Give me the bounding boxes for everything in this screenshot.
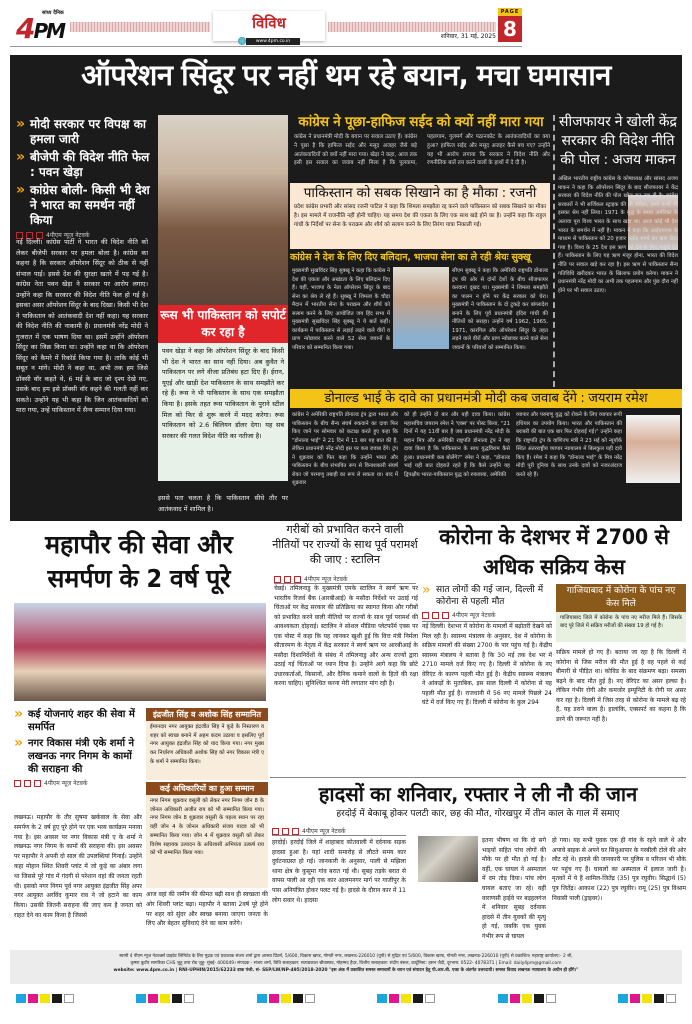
- cmyk-mark: [618, 992, 676, 1004]
- accident-rule: [270, 777, 686, 778]
- accident-body-1: हरदोई। हरदोई जिले में शाहाबाद कोतवाली में दर्दनाक सड़क हादसा हुआ है। यहां शादी समारोह से लौटते समय कार दुर्घटनाग्रस्त हो गई। जानकारी के अनुसार, पाली से मझिला थाना क्षेत्र के कुसुमा गांव बरात गई थी। सुबह तड़के बरात से वापस पाली आ रही एक कार आलमनगर मार्ग पर गाजीपुर के पास अनियंत्रित होकर पलट गई है। हादसे के दौरान कार में 11 लोग सवार थे। हादसा: [272, 839, 406, 904]
- mayor-byline: 4पीएम न्यूज़ नेटवर्क: [14, 779, 142, 787]
- rajni-headline: पाकिस्तान को सबक सिखाने का है मौका : रजनी: [303, 185, 537, 201]
- issue-date: शनिवार, 31 मई, 2025: [440, 33, 496, 40]
- rajni-body: प्रदेश कांग्रेस प्रभारी और सांसद रजनी पाटिल ने कहा कि शिमला समझौता रद्द करने वाले पाकिस्तान को सबक सिखाने का मौका है। इस मामले में राजनीति नहीं होनी चाहिए। यह समय देश की एकता के लिए एक साथ खड़े होने का है। उन्होंने कहा कि राहुल गांधी के निर्देशों पर सेना के पराक्रम और शौर्य को सलाम करने के लिए तिरंगा यात्रा निकाली गई।: [294, 204, 546, 228]
- masthead: [10, 8, 682, 48]
- ghaziabad-body: गाजियाबाद जिले में कोरोना के पांच नए मरीज मिले हैं। जिसके बाद पूरे जिले में सक्रिय मरीजों की संख्या 19 हो गई है।: [560, 615, 682, 630]
- cmyk-mark: [498, 992, 556, 1004]
- mayor-body: लखनऊ। महापौर के तौर सुषमा खर्कवाल के सेवा और समर्पण के 2 वर्ष हुए पूरे होने पर एक भव्य कार्यक्रम मनाया गया है। इस अवसर पर नगर विकास मंत्री ए के शर्मा ने लखनऊ नगर निगम के कामों की सराहना की। इस अवसर पर महापौर ने अपनी दो साल की उपलब्धियां गिनाईं। उन्होंने कहा मोहान स्थित शिवरी प्लांट में जो कूड़े का अंबार लगा था जिससे पूरे गांव में गंदगी से परेशान वहां की जनता रहती थी। इसको नगर निगम पूर्व नगर आयुक्त इंद्रजीत सिंह अपर नगर आयुक्त अरविंद कुमार राव ने जो हटाने का काम किया। उसकी जितनी सराहना की जाए कम है जनता को राहत देने का काम किया है जिससे: [14, 814, 142, 919]
- stalin-body: चेन्नई। तमिलनाडु के मुख्यमंत्री एमके स्टालिन ने स्वर्ण ऋण पर भारतीय रिजर्व बैंक (आरबीआई) के मसौदा निर्देशों पर उठाई गई चिंताओं पर केंद्र सरकार की प्रतिक्रिया का स्वागत किया और गरीबों को प्रभावित करने वाली नीतियों पर राज्यों के साथ पूर्व परामर्श की आवश्यकता दोहराई। स्टालिन ने सोशल मीडिया प्लेटफॉर्म एक्स पर एक पोस्ट में कहा कि यह जानकर खुशी हुई कि वित्त मंत्री निर्मला सीतारमण के नेतृत्व में केंद्र सरकार ने स्वर्ण ऋण पर आरबीआई के मसौदा दिशानिर्देशों के संबंध में तमिलनाडु और अन्य राज्यों द्वारा उठाई गई चिंताओं पर ध्यान दिया है। उन्होंने आगे कहा कि छोटे उधारकर्ताओं, किसानों, और दैनिक कमाने वालों के हितों की रक्षा करना चाहिए। सुनिश्चित करना मेरी लगातार मांग रही है।: [274, 585, 418, 687]
- mayor-headline: महापौर की सेवा और समर्पण के 2 वर्ष पूरे: [45, 530, 233, 593]
- section-title: विविध: [252, 14, 286, 32]
- top-story-body: नई दिल्ली। कांग्रेस पार्टी ने भारत की विदेश नीति को लेकर बीजेपी सरकार पर हमला बोला है। कांग्रेस का कहना है कि सरकार ऑपरेशन सिंदूर को ठीक से नहीं संभाल पाई। इससे देश की सुरक्षा खतरे में पड़ गई है। कांग्रेस नेता पवन खेड़ा ने सरकार पर आरोप लगाए। उन्होंने कहा कि सरकार की विदेश नीति फेल हो गई है। इसका असर ऑपरेशन सिंदूर के बाद दिखा। किसी भी देश ने पाकिस्तान को आतंकवादी देश नहीं कहा। यह सरकार की विदेश नीति की नाकामी है। प्रधानमंत्री नरेंद्र मोदी ने गुजरात में एक भाषण दिया था। इसमें उन्होंने ऑपरेशन सिंदूर का जिक्र किया था। उन्होंने कहा था कि ऑपरेशन सिंदूर को कैमरे में रिकॉर्ड किया गया है। ताकि कोई भी सबूत न मांगे। मोदी ने कहा था, अभी तक हम जिसे प्रॉक्सी वॉर कहते थे, 6 मई के बाद जो दृश्य देखे गए, उसके बाद हम इसे प्रॉक्सी वॉर कहने की गलती नहीं कर सकते। उन्होंने यह भी कहा कि जिन आतंकवादियों को मारा गया, उन्हें पाकिस्तान में सैन्य सम्मान दिया गया।: [16, 238, 148, 414]
- corona-body-1: नई दिल्ली। देशभर में कोरोना के मामलों में बढ़ोतरी देखने को मिल रही है। स्वास्थ्य मंत्रालय के अनुसार, देश में कोरोना के सक्रिय मामलों की संख्या 2700 के पार पहुंच गई है। केंद्रीय स्वास्थ्य मंत्रालय ने बताया है कि 30 मई तक देश भर में 2710 मामले दर्ज किए गए है। दिल्ली में कोरोना के नए वेरिएंट के कारण पहली मौत हुई है। केंद्रीय स्वास्थ्य मंत्रालय ने आंकड़ों के मुताबिक, इस साल दिल्ली में कोरोना से यह पहली मौत हुई है। राजधानी में 56 नए मामले पिछले 24 घंटे में दर्ज किए गए हैं। दिल्ली में कोरोना के कुल 294: [422, 623, 552, 706]
- maken-headline: सीजफायर ने खोली केंद्र सरकार की विदेश नीति की पोल : अजय माकन: [559, 114, 677, 168]
- website-link[interactable]: www.4pm.co.in: [255, 39, 291, 44]
- stalin-headline: गरीबों को प्रभावित करने वाली नीतियों पर राज्यों के साथ पूर्व परामर्श की जाए : स्टालिन: [272, 523, 418, 566]
- imprint-line-2: कृष्णा कुटीर सागरिका CHS जुहू तारा रोड जुहू- मुंबई- 400049। संपादक - संजय शर्मा, विधि सलाहकार: सत्यप्रकाश श्रीवास्तव, मोहम्मद हैदर, वित्तीय सलाहकार: संदीप बंसल, कार्टूनिस्ट: हसन जैदी, दूरभाष: 0522- 4078371 | Email: daily4pm@gmail.com: [130, 961, 562, 966]
- byline: 4पीएम न्यूज़ नेटवर्क: [16, 231, 154, 239]
- corona-bullet: » सात लोगों की गई जान, दिल्ली में कोरोना से पहली मौत: [422, 584, 552, 608]
- top-story-headline: ऑपरेशन सिंदूर पर नहीं थम रहे बयान, मचा घमासान: [81, 58, 611, 92]
- honour-box-2-body: नगर निगम शुक्रवार वसूली को लेकर नगर निगम जोन 8 के जोनल अधिकारी अजीत राय को भी सम्मानित किया गया। नगर निगम जोन 8 शुक्रवार वसूली के पहला स्थान पर रहा वहीं जोन 4 के जोनल अधिकारी संजय यादव को भी सम्मानित किया गया। जोन 4 में शुक्रवार वसूली को लेकर विशेष सहायक उत्पादन के अधिशासी अभियंता उत्कर्ष राय को भी सम्मानित किया गया।: [150, 798, 264, 857]
- sukhu-body-2: सीएम सुक्खू ने कहा कि अमेरिकी राष्ट्रपति डोनाल्ड ट्रंप की ओर से दोनों देशों के बीच सीजफायर करवाना दुखद था। मुख्यमंत्री ने शिमला समझौते का पालन न होने पर केंद्र सरकार को घेरा। मुख्यमंत्री ने पाकिस्तान के दो टुकड़े कर बांग्लादेश बनाने के लिए पूर्व प्रधानमंत्री इंदिरा गांधी की नीतियों को सराहा। उन्होंने वर्ष 1962, 1965, 1971, कारगिल और ऑपरेशन सिंदूर के तहत लड़ने वाले वीरों और प्राण न्योछावर करने वाले सेना जवानों के परिवारों को सम्मानित किया।: [452, 268, 548, 351]
- mayor-bullet-1: » कई योजनाएं शहर की सेवा में समर्पित: [14, 708, 142, 734]
- mayor-bullets: [14, 708, 142, 790]
- corona-body-2: सक्रिय मामले हो गए हैं। बताया जा रहा है कि दिल्ली में कोरोना से जिस मरीज की मौत हुई है वह पहले से कई बीमारी से पीड़ित था। कोविड के बाद संक्रमण बढ़ा। समस्या बढ़ने के बाद मौत हुई है। नए वेरिएंट का असर हल्का है। लेकिन गंभीर रोगी और कमजोर इम्यूनिटी के रोगी पर असर कर रहा है। दिल्ली में जिस तरह से कोरोना के मामले बढ़ रहे हैं, यह डराने वाला है। हालांकि, एक्सपर्ट का कहना है कि डरने की जरूरत नहीं है।: [556, 649, 686, 723]
- page-number: 8: [498, 16, 522, 42]
- top-story-section: [10, 55, 682, 521]
- globe-icon: [238, 37, 246, 45]
- accident-headline: हादसों का शनिवार, रफ्तार ने ली नौ की जान: [318, 782, 638, 806]
- top-story-bullets: [16, 117, 154, 242]
- hafiz-body: कांग्रेस ने प्रधानमंत्री मोदी के बयान पर सवाल उठाए हैं। कांग्रेस ने पूछा है कि हाफिज सईद और मसूद अजहर जैसे बड़े आतंकवादियों को क्यों नहीं मारा गया। खेड़ा ने कहा, आज तक इसी इस सवाल का जवाब नहीं मिला है कि पुलवामा, पहलगाम, गुलमर्ग और पठानकोट के आतंकवादियों का क्या हुआ? हाफिज सईद और मसूद अजहर कैसे बच गए? उन्होंने यह भी आरोप लगाया कि सरकार ने विदेश नीति और रणनीतिक बातें तय करने वालों के हाथों में दे दी है।: [294, 134, 550, 167]
- ghaziabad-title: गाजियाबाद में कोरोना के पांच नए केस मिले: [556, 584, 686, 612]
- imprint-line-3: website: www.4pm.co.in | RNI-UPHIN/2015/62233 डाक पंजी. सं- SSP/LW/NP-495/2018-2020 "इस अंक में प्रकाशित समस्त समाचारों के चयन एवं संपादन हेतु पी.आर.बी. एक्ट के अंतर्गत उत्तरदायी। समस्त विवाद लखनऊ न्यायालय के अधीन ही होंगे।": [113, 968, 579, 973]
- masthead-stripe-left: [70, 22, 210, 32]
- maken-body: अखिल भारतीय राष्ट्रीय कांग्रेस के कोषाध्यक्ष और सांसद अजय माकन ने कहा कि ऑपरेशन सिंदूर के बाद सीजफायर ने केंद्र सरकार की विदेश नीति की पोल खोल कर रख दी है। कांग्रेस सरकारों ने भी सर्जिकल स्ट्राइक की थी लेकिन, हमने कभी भी इसका श्रेय नहीं लिया। 1971 के युद्ध के समय अमेरिका के अलावा पूरा विश्व भारत के साथ खड़ा था। आज कोई भी देश भारत के समर्थन में नहीं है। माकन ने कहा कि आईएमएफ के माध्यम से पाकिस्तान को 20 हजार करोड़ रुपये का ऋण दिया गया है। विश्व के 25 देश इस ऋण को देने के लिए मंजूरी देते हैं। पाकिस्तान के लिए यह ऋण मंजूर होना, भारत की विदेश नीति पर सवाल खड़े कर रहा है। इस ऋण से पाकिस्तान सैन्य गतिविधि खरीदकर भारत के खिलाफ प्रयोग करेगा। माकन ने प्रधानमंत्री नरेंद्र मोदी का अभी तक पहलगाम और पुंछ दौरा नहीं होने पर भी सवाल उठाए।: [558, 176, 678, 294]
- imprint-line-1: स्वामी 4 पीएम न्यूज नेटवर्क्स प्राइवेट लिमिटेड के लिए मुद्रक एवं प्रकाशक संजय शर्मा द्वारा आस्था प्रिंटर्स, 5/600, विकास खण्ड, गोमती नगर, लखनऊ-226010 (यूपी) से मुद्रित एवं 5/600, विकास खण्ड, गोमती नगर, लखनऊ-226010 (यूपी) से प्रकाशित। महाराष्ट्र कार्यालय:- 2 सी,: [119, 954, 573, 959]
- corona-headline: कोरोना के देशभर में 2700 से अधिक सक्रिय केस: [439, 525, 669, 579]
- accident-body-3: हो गया। यह सभी युवक एक ही गांव के रहने वाले थे और अपाचे बाइक से अपने घर सिधुआपार के गरबीली टोले की ओर लौट रहे थे। हादसे की जानकारी पर पुलिस व परिजन भी मौके पर पहुंच गए हैं। घायलों का अस्पताल में इलाज जारी है। मृतकों में ये हैं शामिल-जितेंद्र (35) पुत्र रघुवीर। सिद्धार्थ (5) पुत्र जितेंद्र। आकाश (22) पुत्र रघुवीर। रामू (25) पुत्र विश्राम निवासी पाली (ड्राइवर)।: [552, 837, 686, 902]
- bullet-1: » मोदी सरकार पर विपक्ष का हमला जारी: [16, 117, 154, 147]
- accident-subhead: हरदोई में बेकाबू होकर पलटी कार, छह की मौत, गोरखपुर में तीन काल के गाल में समाए: [336, 809, 620, 819]
- jairam-photo: [626, 415, 680, 483]
- honour-box-1-body: ईमानदार नगर आयुक्त इंद्रजीत सिंह ने कूड़े के निस्तारण व शहर को स्वच्छ बनाने में अहम कदम उठाया व इसलिए पूर्व नगर आयुक्त इंद्रजीत सिंह को याद किया गया। नगर मुख्य कर निर्धारण अधिकारी अशोक सिंह को नगर विकास मंत्री ए के शर्मा ने सम्मानित किया।: [150, 724, 264, 765]
- bullet-2: » बीजेपी की विदेश नीति फेल : पवन खेड़ा: [16, 150, 154, 180]
- jairam-body-2: को ही उन्होंने दो बार और यही दावा किया। कांग्रेस महासचिव जयराम रमेश ने 'एक्स' पर पोस्ट किया, "21 दिनों में यह 11वीं बार है जब प्रधानमंत्री नरेंद्र मोदी के महान मित्र और अमेरिकी राष्ट्रपति डोनाल्ड ट्रंप ने यह दावा किया है कि पाकिस्तान के साथ युद्धविराम कैसे हुआ। प्रधानमंत्री कब बोलेंगे?" रमेश ने कहा, "डोनाल्ड भाई यही बात दोहराते रहते हैं कि कैसे उन्होंने यह द्विपक्षीय भारत-पाकिस्तान युद्ध को रुकवाया, अमेरिकी: [404, 412, 510, 478]
- accident-body-2: इतना भीषण था कि दो सगे भाइयों सहित पांच लोगों की मौके पर ही मौत हो गई है। वहीं, एक घायल ने अस्पताल में दम तोड़ दिया। पांच लोग घायल बताए जा रहे। वहीं वाराणसी हाईवे पर बड़हलगंज में शनिवार सुबह दर्दनाक हादसे में तीन युवकों की मृत्यु हो गई, जबकि एक युवक गंभीर रूप से घायल: [482, 837, 546, 940]
- jairam-body-3: व्यापार और परमाणु युद्ध को रोकने के लिए व्यापार रूपी हथियार का उपयोग किया। भारत और पाकिस्तान की बराबरी की बात एक बार फिर दोहराई गई।" उन्होंने कहा कि राष्ट्रपति ट्रंप के वाणिज्य मंत्री ने 23 मई को न्यूयॉर्क स्थित अंतरराष्ट्रीय व्यापार न्यायालय में बिलकुल यही दावे किए हैं। रमेश ने कहा कि "डोनाल्ड भाई" के मित्र नरेंद्र मोदी पूरी दुनिया के साथ उनके दावों को नजरअंदाज करते रहे हैं।: [516, 412, 622, 478]
- honour-after: आज वहां की जमीन की कीमत बढ़ी साथ ही स्वच्छता की ओर शिवरी प्लांट बढ़ा। महापौर ने बताया 2वर्ष पूरे होने पर शहर को सुंदर और स्वच्छ बनाया जाएगा जनता के लिए और बेहतर सुविधाएं देने का काम करेंगे।: [146, 891, 268, 928]
- mayor-bullet-2: » नगर विकास मंत्री एके शर्मा ने लखनऊ नगर निगम के कामों की सराहना की: [14, 737, 142, 776]
- imprint: [10, 950, 682, 984]
- section-box: [213, 11, 325, 41]
- red-callout: [158, 305, 288, 343]
- stalin-byline: 4पीएम न्यूज़ नेटवर्क: [274, 575, 416, 584]
- sukhu-body-1: मुख्यमंत्री सुखविंदर सिंह सुक्खू ने कहा कि कांग्रेस ने देश की एकता और अखंडता के लिए बलिदान दिए हैं। वहीं, भाजपा के नेता ऑपरेशन सिंदूर के बाद सेना का श्रेय ले रहे हैं। सुक्खू ने शिमला के चौड़ा मैदान में भारतीय सेना के पराक्रम और शौर्य को सलाम करने के लिए आयोजित जय हिंद सभा में मुख्यमंत्री सुखविंदर सिंह सुक्खू ने ये बातें कहीं। कार्यक्रम में पाकिस्तान से लड़ाई लड़ने वाले वीरों व प्राण न्योछावर करने वाले 52 सेना जवानों के परिवार को सम्मानित किया गया।: [292, 268, 390, 351]
- corona-byline: 4पीएम न्यूज़ नेटवर्क: [422, 611, 552, 622]
- sukhu-headline: कांग्रेस ने देश के लिए दिए बलिदान, भाजपा सेना का ले रही श्रेयः सुक्खू: [290, 252, 531, 263]
- honour-box-1: [146, 708, 268, 780]
- logo-small: सांध्य दैनिक: [42, 10, 64, 16]
- honour-box-2: [146, 782, 268, 888]
- masthead-rule: [10, 46, 522, 47]
- ghaziabad-box: [556, 584, 686, 642]
- cmyk-mark: [16, 992, 74, 1004]
- maken-divider: [553, 115, 555, 387]
- hafiz-headline: कांग्रेस ने पूछा-हाफिज सईद को क्यों नहीं मारा गया: [298, 114, 544, 130]
- jairam-body-1: कांग्रेस ने अमेरिकी राष्ट्रपति डोनाल्ड ट्रंप द्वारा भारत और पाकिस्तान के बीच सैन्य संघर्ष रुकवाने का दावा फिर किए जाने पर सोमवार को कटाक्ष करते हुए कहा कि "डोनाल्ड भाई" ने 21 दिन में 11 बार यह बात की है, लेकिन प्रधानमंत्री नरेंद्र मोदी इस पर कब जवाब देंगे। ट्रंप ने शुक्रवार को फिर कहा कि उन्होंने भारत और पाकिस्तान के बीच संभावित रूप से विनाशकारी संघर्ष रोका जो परमाणु तबाही का रूप ले सकता था। बाद में शुक्रवार: [292, 412, 398, 486]
- jairam-headline: डोनाल्ड भाई के दावे का प्रधानमंत्री मोदी कब जवाब देंगे : जयराम रमेश: [290, 389, 682, 408]
- masthead-stripe-right: [328, 22, 496, 32]
- corona-bullet-block: [422, 584, 552, 625]
- bullet-3: » कांग्रेस बोली- किसी भी देश ने भारत का समर्थन नहीं किया: [16, 183, 154, 228]
- pawan-khera-photo: [158, 115, 288, 305]
- honour-box-1-title: इंद्रजीत सिंह व अशोक सिंह सम्मानित: [146, 708, 268, 721]
- cmyk-mark: [377, 992, 435, 1004]
- registration-strip: [10, 992, 682, 1004]
- sukhu-photo: [393, 267, 449, 349]
- cmyk-mark: [257, 992, 315, 1004]
- page-label: PAGE: [498, 8, 522, 16]
- mayor-event-photo: [14, 603, 266, 701]
- rajni-box: [290, 183, 550, 249]
- cmyk-mark: [136, 992, 194, 1004]
- russia-box-after: इससे पता चलता है कि पाकिस्तान सीधे तौर पर आतंकवाद में शामिल है।: [158, 494, 288, 513]
- honour-box-2-title: कई अधिकारियों का हुआ सम्मान: [146, 782, 268, 795]
- website-badge[interactable]: [246, 38, 300, 45]
- accident-byline: 4पीएम न्यूज़ नेटवर्क: [272, 827, 406, 836]
- logo-main: 4PM: [16, 12, 65, 45]
- red-callout-text: रूस भी पाकिस्तान को सपोर्ट कर रहा है: [160, 308, 286, 339]
- russia-box: पवन खेड़ा ने कहा कि ऑपरेशन सिंदूर के बाद किसी भी देश ने भारत का साथ नहीं दिया। अब कुवैत ने पाकिस्तान पर लगे वीजा प्रतिबंध हटा दिए हैं। ईरान, यूएई और खाड़ी देश पाकिस्तान के साथ समझौते कर रहे हैं। रूस ने भी पाकिस्तान के साथ एक समझौता किया है। इसके तहत रूस पाकिस्तान के पुराने स्टील मिल को फिर से शुरू करने में मदद करेगा। रूस पाकिस्तान को 2.6 बिलियन डॉलर देगा। यह सब सरकार की गलत विदेश नीति का नतीजा है।: [158, 343, 288, 481]
